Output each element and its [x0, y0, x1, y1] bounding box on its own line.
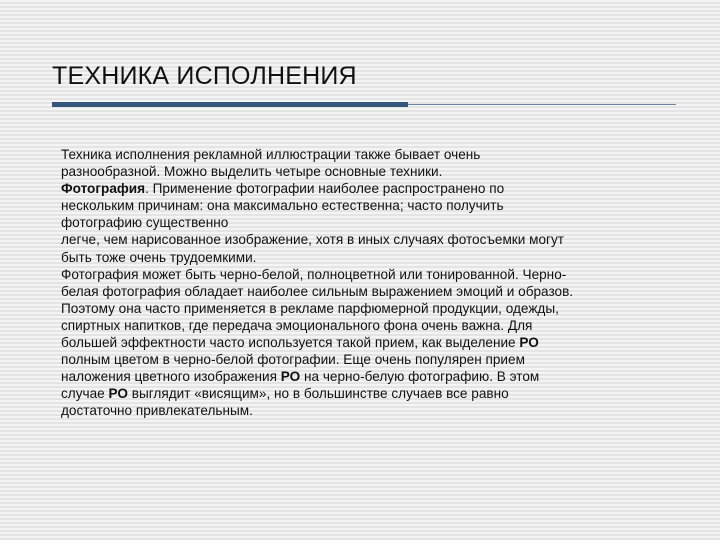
body-line: легче, чем нарисованное изображение, хотя в иных случаях фотосъемки могут [61, 232, 564, 248]
body-line: Фотография. Применение фотографии наиболее распространено по [61, 181, 505, 197]
body-line: наложения цветного изображения РО на черно-белую фотографию. В этом [61, 369, 540, 385]
bold-term: Фотография [61, 181, 146, 197]
body-line: спиртных напитков, где передача эмоционального фона очень важна. Для [61, 317, 533, 333]
title-underline-thick [52, 102, 408, 107]
body-line: Фотография может быть черно-белой, полноцветной или тонированной. Черно- [61, 266, 567, 282]
body-line: Техника исполнения рекламной иллюстрации также бывает очень [61, 147, 481, 162]
bold-term: РО [280, 369, 301, 385]
slide-title: ТЕХНИКА ИСПОЛНЕНИЯ [52, 62, 357, 90]
body-line: нескольким причинам: она максимально естественна; часто получить [61, 198, 504, 214]
body-text [61, 146, 691, 420]
bold-term: РО [519, 335, 539, 351]
body-line: быть тоже очень трудоемкими. [61, 249, 257, 265]
body-line: большей эффектности часто используется такой прием, как выделение РО [61, 335, 539, 351]
body-line: Поэтому она часто применяется в рекламе парфюмерной продукции, одежды, [61, 300, 559, 316]
body-line: разнообразной. Можно выделить четыре основные техники. [61, 164, 443, 180]
body-line: достаточно привлекательным. [61, 403, 253, 419]
body-line: белая фотография обладает наиболее сильным выражением эмоций и образов. [61, 283, 574, 299]
bold-term: РО [108, 386, 128, 402]
body-line: полным цветом в черно-белой фотографии. Еще очень популярен прием [61, 352, 525, 368]
body-line: фотографию существенно [61, 215, 229, 231]
title-underline-thin [408, 104, 676, 105]
body-line: случае РО выглядит «висящим», но в большинстве случаев все равно [61, 386, 509, 402]
